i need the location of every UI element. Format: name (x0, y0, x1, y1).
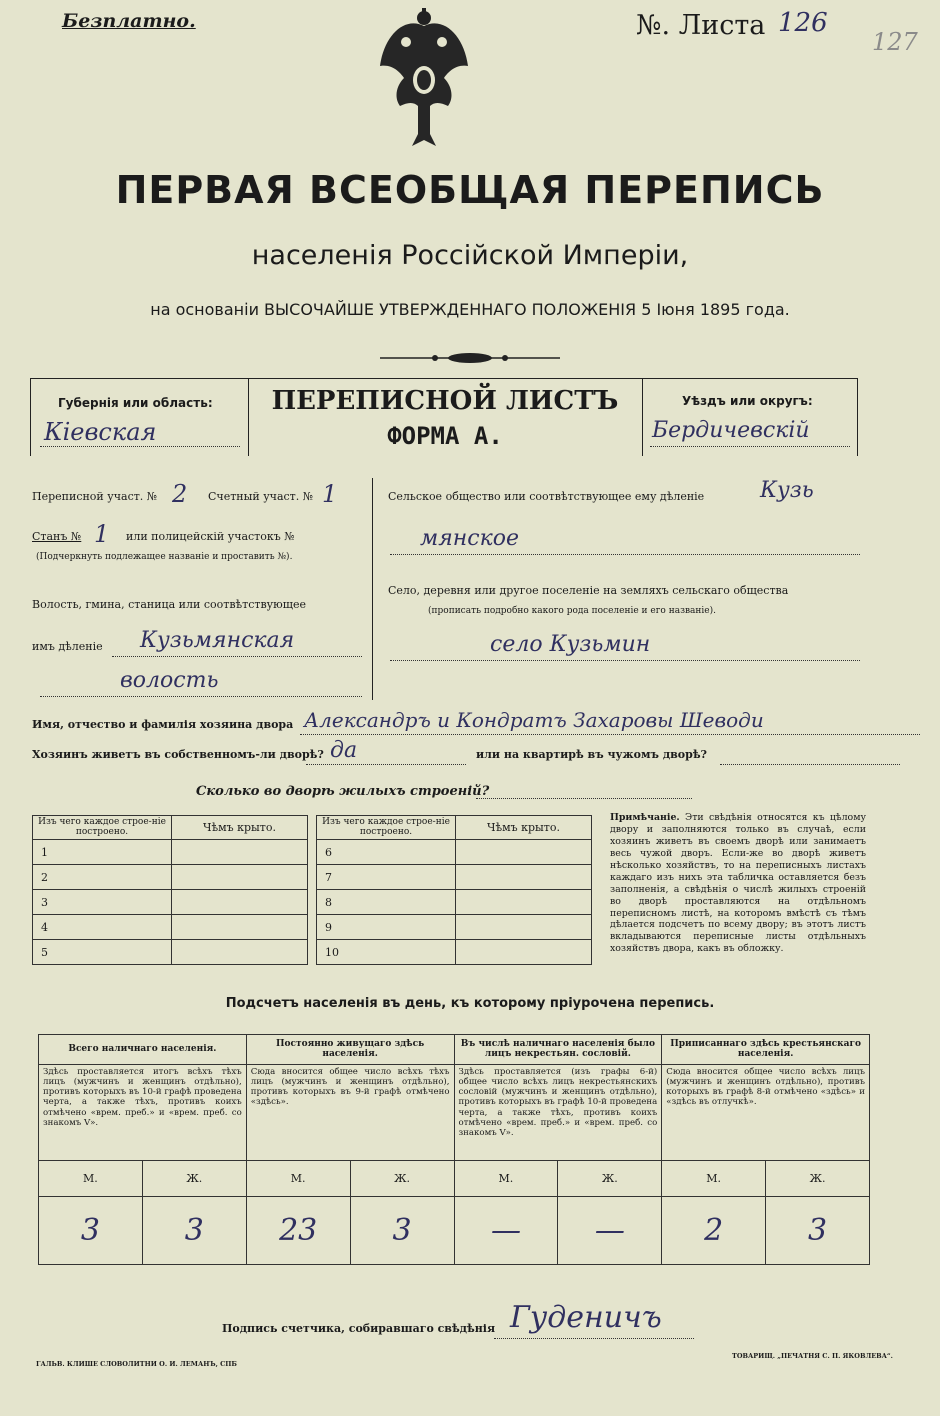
census-district-value: 2 (172, 480, 188, 508)
society-value-1: Кузь (760, 478, 814, 503)
count-district-value: 1 (322, 480, 338, 508)
police-label: или полицейскій участокъ № (126, 530, 295, 543)
pop-group-header: Въ числѣ наличнаго населенія было лицъ некрестьян. сословій. (454, 1035, 662, 1065)
corner-number: 127 (872, 28, 918, 56)
residence-line (306, 764, 466, 765)
building-row-number: 6 (317, 840, 456, 865)
fields-vertical-divider (372, 478, 373, 700)
imperial-eagle-emblem (376, 6, 472, 158)
pop-m-value: — (454, 1197, 558, 1265)
pop-f-value: 3 (350, 1197, 454, 1265)
uezd-value: Бердичевскій (652, 418, 810, 443)
main-title: ПЕРВАЯ ВСЕОБЩАЯ ПЕРЕПИСЬ (115, 168, 825, 212)
note-text: Эти свѣдѣнія относятся къ цѣлому двору и заполняются только въ случаѣ, если хозяинъ живетъ въ своемъ дворѣ или занимаетъ весь чужой дворъ. Если-же во дворѣ живетъ нѣсколько хозяйствъ, то на переписныхъ листахъ каждаго изъ нихъ эта табличка оставляется безъ заполненія, а свѣдѣнія о числѣ жилыхъ строеній во дворѣ проставляются на отдѣльномъ переписномъ листѣ, на которомъ вмѣстѣ съ тѣмъ дѣлается подсчетъ по всему двору; въ этотъ листъ вкладываются переписные листы отдѣльныхъ хозяйствъ двора, какъ въ обложку. (610, 812, 866, 955)
note-title: Примѣчаніе. (610, 812, 680, 823)
pop-f-value: 3 (142, 1197, 246, 1265)
pop-f-label: Ж. (350, 1161, 454, 1197)
buildings-col-material: Изъ чего каждое строе-ніе построено. (317, 816, 456, 840)
buildings-note (610, 812, 866, 955)
building-row-number: 5 (33, 940, 172, 965)
pop-m-label: М. (39, 1161, 143, 1197)
owner-name-line (300, 734, 920, 735)
volost-label-1: Волость, гмина, станица или соотвѣтствующее (32, 598, 306, 611)
buildings-col-roof: Чѣмъ крыто. (456, 816, 592, 840)
pop-f-value: — (558, 1197, 662, 1265)
gubernia-line (40, 446, 240, 447)
sub-title: населенія Россійской Имперіи, (251, 240, 689, 271)
building-row-number: 3 (33, 890, 172, 915)
pop-m-value: 23 (246, 1197, 350, 1265)
sheet-number-label: №. Листа (636, 10, 766, 41)
residence-label: Хозяинъ живетъ въ собственномъ-ли дворѣ? (32, 748, 324, 761)
society-label: Сельское общество или соотвѣтствующее ему дѣленіе (388, 490, 705, 503)
volost-label-2: имъ дѣленіе (32, 640, 103, 653)
population-title: Подсчетъ населенія въ день, къ которому пріурочена перепись. (225, 996, 715, 1011)
uezd-line (650, 446, 850, 447)
buildings-col-material: Изъ чего каждое строе-ніе построено. (33, 816, 172, 840)
pop-f-value: 3 (766, 1197, 870, 1265)
pop-m-value: 3 (39, 1197, 143, 1265)
gubernia-label: Губернія или область: (58, 396, 213, 410)
volost-line-1 (112, 656, 362, 657)
basis-line: на основаніи ВЫСОЧАЙШЕ УТВЕРЖДЕННАГО ПОЛОЖЕНІЯ 5 Іюня 1895 года. (150, 300, 790, 319)
form-header-left-rule (30, 378, 31, 456)
signature-label: Подпись счетчика, собиравшаго свѣдѣнія (222, 1322, 496, 1335)
sheet-number-value: 126 (778, 8, 828, 38)
form-label: ФОРМА А. (387, 422, 503, 450)
pop-m-label: М. (454, 1161, 558, 1197)
residence-value: да (330, 738, 358, 763)
printer-right: ТОВАРИЩ. „ПЕЧАТНЯ С. П. ЯКОВЛЕВА“. (732, 1352, 893, 1360)
village-note: (прописать подробно какого рода поселеніе и его названіе). (428, 606, 716, 616)
pop-m-value: 2 (662, 1197, 766, 1265)
society-line (390, 554, 860, 555)
building-row-number: 7 (317, 865, 456, 890)
pop-group-header: Постоянно живущаго здѣсь населенія. (246, 1035, 454, 1065)
form-header-right-rule (857, 378, 858, 456)
signature-value: Гуденичъ (510, 1300, 662, 1335)
sheet-title: ПЕРЕПИСНОЙ ЛИСТЪ (271, 386, 619, 416)
building-row-number: 8 (317, 890, 456, 915)
building-row-number: 1 (33, 840, 172, 865)
stan-label: Станъ № (32, 530, 82, 543)
pop-group-desc: Сюда вносится общее число всѣхъ тѣхъ лицъ (мужчинъ и женщинъ отдѣльно), противъ которыхъ въ 9-й графѣ отмѣчено «здѣсь». (246, 1065, 454, 1161)
pop-group-desc: Сюда вносится общее число всѣхъ лицъ (мужчинъ и женщинъ отдѣльно), противъ которыхъ въ графѣ 8-й отмѣчено «здѣсь» и «здѣсь въ отлучкѣ». (662, 1065, 870, 1161)
buildings-table-right (316, 815, 592, 965)
pop-group-header: Приписаннаго здѣсь крестьянскаго населенія. (662, 1035, 870, 1065)
buildings-line (476, 798, 692, 799)
pop-group-desc: Здѣсь проставляется итогъ всѣхъ тѣхъ лицъ (мужчинъ и женщинъ отдѣльно), противъ которыхъ въ 10-й графѣ проведена черта, а также тѣхъ, противъ коихъ отмѣчено «врем. преб.» и «врем. преб. со знакомъ V». (39, 1065, 247, 1161)
printer-left: ГАЛЬВ. КЛИШЕ СЛОВОЛИТНИ О. И. ЛЕМАНЪ, СПБ (36, 1360, 237, 1368)
pop-m-label: М. (662, 1161, 766, 1197)
buildings-table-left (32, 815, 308, 965)
form-header-divider-right (642, 378, 643, 456)
volost-value-2: волость (120, 668, 219, 693)
pop-f-label: Ж. (766, 1161, 870, 1197)
society-value-2: мянское (420, 526, 520, 551)
pop-m-label: М. (246, 1161, 350, 1197)
volost-value-1: Кузьмянская (140, 628, 295, 653)
free-label: Безплатно. (62, 10, 196, 32)
volost-line-2 (40, 696, 362, 697)
census-district-label: Переписной участ. № (32, 490, 158, 503)
owner-name-label: Имя, отчество и фамилія хозяина двора (32, 718, 294, 731)
village-line (390, 660, 860, 661)
building-row-number: 9 (317, 915, 456, 940)
pop-group-header: Всего наличнаго населенія. (39, 1035, 247, 1065)
pop-f-label: Ж. (558, 1161, 662, 1197)
village-label: Село, деревня или другое поселеніе на земляхъ сельскаго общества (388, 584, 789, 597)
buildings-col-roof: Чѣмъ крыто. (172, 816, 308, 840)
form-header-top-rule (30, 378, 858, 379)
owner-name-value: Александръ и Кондратъ Захаровы Шеводи (304, 708, 764, 732)
building-row-number: 2 (33, 865, 172, 890)
count-district-label: Счетный участ. № (208, 490, 314, 503)
form-header-divider-left (248, 378, 249, 456)
stan-value: 1 (94, 520, 110, 548)
signature-line (494, 1338, 694, 1339)
pop-f-label: Ж. (142, 1161, 246, 1197)
population-table (38, 1034, 870, 1265)
pop-group-desc: Здѣсь проставляется (изъ графы 6-й) общее число всѣхъ лицъ некрестьянскихъ сословій (мужчинъ и женщинъ отдѣльно), противъ которыхъ въ графѣ 10-й проведена черта, а также тѣхъ, противъ коихъ отмѣчено «врем. преб.» и «врем. преб. со знакомъ V». (454, 1065, 662, 1161)
ornament-divider (380, 350, 560, 366)
rent-label: или на квартирѣ въ чужомъ дворѣ? (476, 748, 707, 761)
uezd-label: Уѣздъ или округъ: (682, 394, 813, 408)
village-value: село Кузьмин (490, 632, 651, 657)
building-row-number: 4 (33, 915, 172, 940)
police-note: (Подчеркнуть подлежащее названіе и проставить №). (36, 552, 293, 562)
gubernia-value: Кіевская (44, 418, 157, 446)
building-row-number: 10 (317, 940, 456, 965)
buildings-question: Сколько во дворѣ жилыхъ строеній? (196, 784, 490, 799)
rent-line (720, 764, 900, 765)
